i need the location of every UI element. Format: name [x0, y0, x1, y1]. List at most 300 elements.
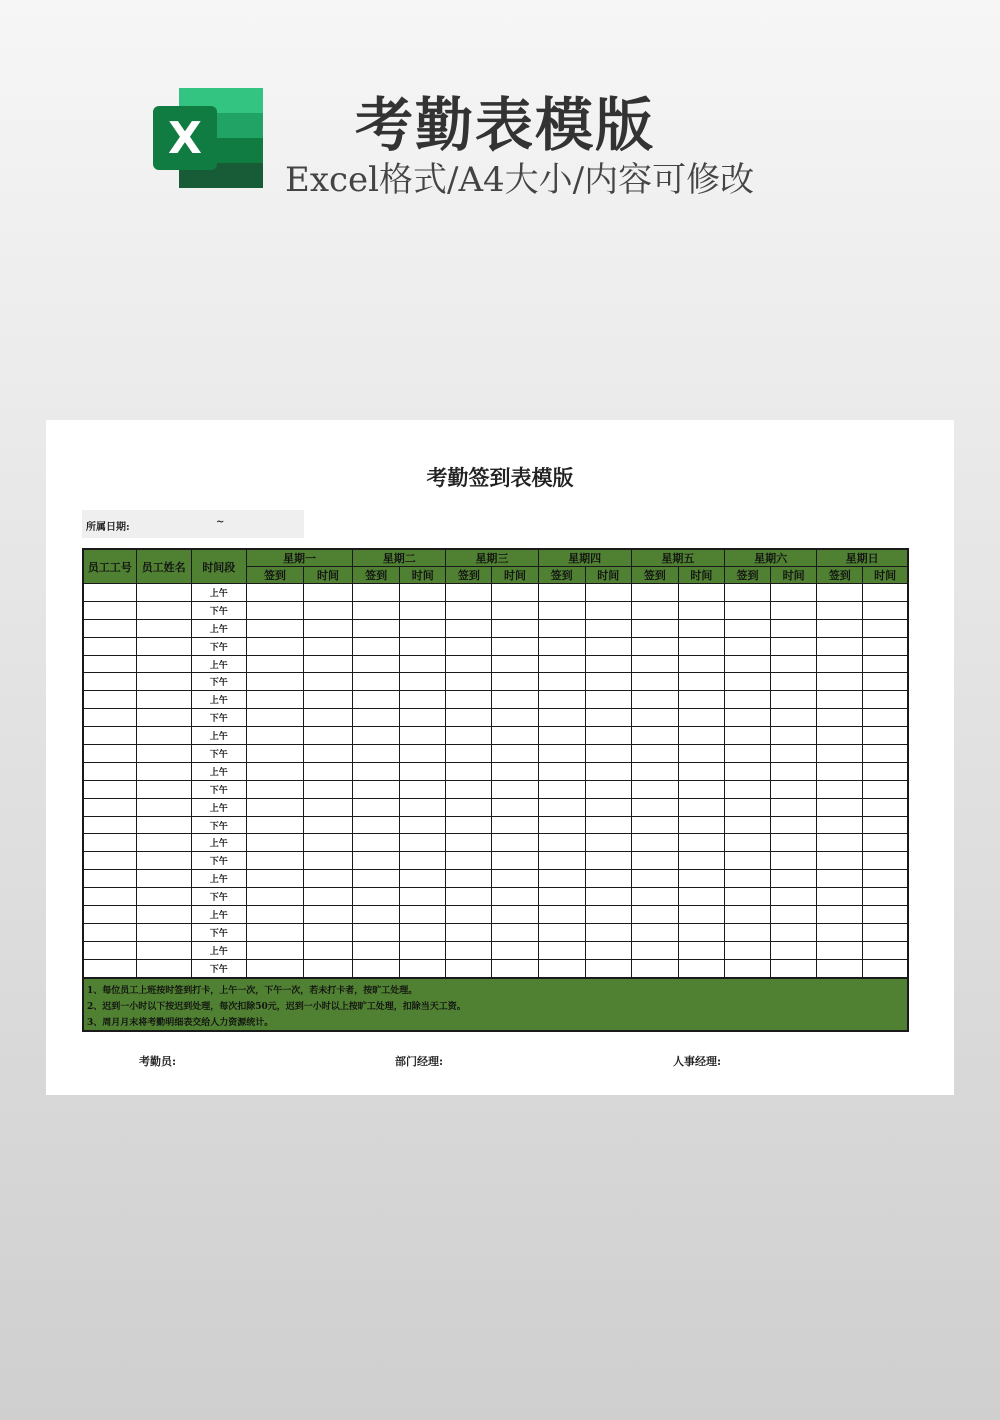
input-cell[interactable] — [631, 816, 678, 834]
input-cell[interactable] — [246, 798, 303, 816]
input-cell[interactable] — [538, 923, 585, 941]
input-cell[interactable] — [246, 816, 303, 834]
input-cell[interactable] — [863, 941, 908, 959]
input-cell[interactable] — [83, 816, 136, 834]
input-cell[interactable] — [585, 762, 631, 780]
input-cell[interactable] — [817, 637, 863, 655]
input-cell[interactable] — [817, 923, 863, 941]
input-cell[interactable] — [400, 834, 446, 852]
input-cell[interactable] — [83, 601, 136, 619]
input-cell[interactable] — [492, 870, 538, 888]
input-cell[interactable] — [492, 673, 538, 691]
input-cell[interactable] — [492, 852, 538, 870]
input-cell[interactable] — [492, 584, 538, 602]
input-cell[interactable] — [446, 762, 492, 780]
input-cell[interactable] — [446, 780, 492, 798]
input-cell[interactable] — [304, 852, 353, 870]
input-cell[interactable] — [83, 959, 136, 977]
input-cell[interactable] — [83, 745, 136, 763]
input-cell[interactable] — [400, 762, 446, 780]
date-range-field[interactable] — [82, 510, 304, 538]
input-cell[interactable] — [538, 745, 585, 763]
input-cell[interactable] — [492, 923, 538, 941]
input-cell[interactable] — [863, 709, 908, 727]
input-cell[interactable] — [353, 637, 400, 655]
input-cell[interactable] — [83, 619, 136, 637]
input-cell[interactable] — [136, 798, 191, 816]
input-cell[interactable] — [817, 727, 863, 745]
input-cell[interactable] — [136, 637, 191, 655]
input-cell[interactable] — [304, 619, 353, 637]
input-cell[interactable] — [304, 727, 353, 745]
input-cell[interactable] — [400, 852, 446, 870]
input-cell[interactable] — [863, 745, 908, 763]
input-cell[interactable] — [771, 637, 817, 655]
input-cell[interactable] — [724, 870, 770, 888]
input-cell[interactable] — [446, 673, 492, 691]
input-cell[interactable] — [585, 601, 631, 619]
input-cell[interactable] — [446, 709, 492, 727]
input-cell[interactable] — [83, 870, 136, 888]
input-cell[interactable] — [817, 691, 863, 709]
input-cell[interactable] — [631, 619, 678, 637]
input-cell[interactable] — [400, 691, 446, 709]
input-cell[interactable] — [771, 906, 817, 924]
input-cell[interactable] — [304, 762, 353, 780]
input-cell[interactable] — [863, 870, 908, 888]
input-cell[interactable] — [585, 852, 631, 870]
input-cell[interactable] — [353, 798, 400, 816]
input-cell[interactable] — [538, 906, 585, 924]
input-cell[interactable] — [771, 762, 817, 780]
input-cell[interactable] — [631, 637, 678, 655]
input-cell[interactable] — [353, 655, 400, 673]
input-cell[interactable] — [446, 584, 492, 602]
input-cell[interactable] — [446, 655, 492, 673]
input-cell[interactable] — [246, 888, 303, 906]
input-cell[interactable] — [585, 798, 631, 816]
input-cell[interactable] — [246, 709, 303, 727]
input-cell[interactable] — [538, 816, 585, 834]
input-cell[interactable] — [585, 691, 631, 709]
input-cell[interactable] — [400, 709, 446, 727]
input-cell[interactable] — [136, 941, 191, 959]
input-cell[interactable] — [817, 959, 863, 977]
input-cell[interactable] — [492, 834, 538, 852]
input-cell[interactable] — [631, 601, 678, 619]
input-cell[interactable] — [400, 637, 446, 655]
input-cell[interactable] — [246, 780, 303, 798]
input-cell[interactable] — [538, 941, 585, 959]
input-cell[interactable] — [863, 619, 908, 637]
input-cell[interactable] — [585, 816, 631, 834]
input-cell[interactable] — [585, 673, 631, 691]
input-cell[interactable] — [136, 601, 191, 619]
input-cell[interactable] — [631, 888, 678, 906]
input-cell[interactable] — [83, 906, 136, 924]
input-cell[interactable] — [631, 584, 678, 602]
input-cell[interactable] — [304, 584, 353, 602]
input-cell[interactable] — [771, 655, 817, 673]
input-cell[interactable] — [863, 923, 908, 941]
input-cell[interactable] — [492, 655, 538, 673]
input-cell[interactable] — [817, 655, 863, 673]
input-cell[interactable] — [863, 906, 908, 924]
input-cell[interactable] — [446, 691, 492, 709]
input-cell[interactable] — [136, 888, 191, 906]
input-cell[interactable] — [724, 816, 770, 834]
input-cell[interactable] — [246, 941, 303, 959]
input-cell[interactable] — [446, 906, 492, 924]
input-cell[interactable] — [136, 906, 191, 924]
input-cell[interactable] — [771, 780, 817, 798]
input-cell[interactable] — [136, 923, 191, 941]
input-cell[interactable] — [724, 691, 770, 709]
input-cell[interactable] — [678, 923, 724, 941]
input-cell[interactable] — [585, 870, 631, 888]
input-cell[interactable] — [538, 691, 585, 709]
input-cell[interactable] — [863, 852, 908, 870]
input-cell[interactable] — [724, 923, 770, 941]
input-cell[interactable] — [538, 655, 585, 673]
input-cell[interactable] — [83, 762, 136, 780]
input-cell[interactable] — [136, 709, 191, 727]
input-cell[interactable] — [724, 637, 770, 655]
input-cell[interactable] — [631, 906, 678, 924]
input-cell[interactable] — [446, 834, 492, 852]
input-cell[interactable] — [724, 941, 770, 959]
input-cell[interactable] — [585, 745, 631, 763]
input-cell[interactable] — [400, 673, 446, 691]
input-cell[interactable] — [400, 816, 446, 834]
input-cell[interactable] — [724, 852, 770, 870]
input-cell[interactable] — [678, 798, 724, 816]
input-cell[interactable] — [304, 780, 353, 798]
input-cell[interactable] — [585, 959, 631, 977]
input-cell[interactable] — [724, 834, 770, 852]
input-cell[interactable] — [246, 584, 303, 602]
input-cell[interactable] — [136, 655, 191, 673]
input-cell[interactable] — [631, 780, 678, 798]
input-cell[interactable] — [631, 959, 678, 977]
input-cell[interactable] — [353, 870, 400, 888]
input-cell[interactable] — [304, 923, 353, 941]
input-cell[interactable] — [304, 637, 353, 655]
input-cell[interactable] — [304, 834, 353, 852]
input-cell[interactable] — [863, 834, 908, 852]
input-cell[interactable] — [538, 852, 585, 870]
input-cell[interactable] — [863, 816, 908, 834]
input-cell[interactable] — [817, 709, 863, 727]
input-cell[interactable] — [400, 745, 446, 763]
input-cell[interactable] — [136, 834, 191, 852]
input-cell[interactable] — [304, 655, 353, 673]
input-cell[interactable] — [492, 745, 538, 763]
input-cell[interactable] — [817, 798, 863, 816]
input-cell[interactable] — [246, 745, 303, 763]
input-cell[interactable] — [863, 888, 908, 906]
input-cell[interactable] — [678, 780, 724, 798]
input-cell[interactable] — [771, 601, 817, 619]
input-cell[interactable] — [724, 584, 770, 602]
input-cell[interactable] — [817, 852, 863, 870]
input-cell[interactable] — [678, 816, 724, 834]
input-cell[interactable] — [492, 709, 538, 727]
input-cell[interactable] — [538, 673, 585, 691]
input-cell[interactable] — [492, 959, 538, 977]
input-cell[interactable] — [631, 834, 678, 852]
input-cell[interactable] — [724, 762, 770, 780]
input-cell[interactable] — [863, 601, 908, 619]
input-cell[interactable] — [585, 834, 631, 852]
input-cell[interactable] — [246, 923, 303, 941]
input-cell[interactable] — [136, 673, 191, 691]
input-cell[interactable] — [585, 941, 631, 959]
input-cell[interactable] — [353, 941, 400, 959]
input-cell[interactable] — [304, 691, 353, 709]
input-cell[interactable] — [538, 762, 585, 780]
input-cell[interactable] — [724, 673, 770, 691]
input-cell[interactable] — [678, 870, 724, 888]
input-cell[interactable] — [83, 691, 136, 709]
input-cell[interactable] — [538, 888, 585, 906]
input-cell[interactable] — [538, 780, 585, 798]
input-cell[interactable] — [400, 941, 446, 959]
input-cell[interactable] — [724, 619, 770, 637]
input-cell[interactable] — [585, 780, 631, 798]
input-cell[interactable] — [678, 959, 724, 977]
input-cell[interactable] — [678, 584, 724, 602]
input-cell[interactable] — [446, 601, 492, 619]
input-cell[interactable] — [678, 852, 724, 870]
input-cell[interactable] — [246, 762, 303, 780]
input-cell[interactable] — [631, 655, 678, 673]
input-cell[interactable] — [817, 673, 863, 691]
input-cell[interactable] — [817, 619, 863, 637]
input-cell[interactable] — [863, 727, 908, 745]
input-cell[interactable] — [136, 745, 191, 763]
input-cell[interactable] — [538, 870, 585, 888]
input-cell[interactable] — [678, 673, 724, 691]
input-cell[interactable] — [631, 852, 678, 870]
input-cell[interactable] — [400, 601, 446, 619]
input-cell[interactable] — [353, 852, 400, 870]
input-cell[interactable] — [446, 727, 492, 745]
input-cell[interactable] — [246, 727, 303, 745]
input-cell[interactable] — [863, 584, 908, 602]
input-cell[interactable] — [771, 691, 817, 709]
input-cell[interactable] — [585, 923, 631, 941]
input-cell[interactable] — [353, 959, 400, 977]
input-cell[interactable] — [83, 780, 136, 798]
input-cell[interactable] — [724, 727, 770, 745]
input-cell[interactable] — [538, 601, 585, 619]
input-cell[interactable] — [83, 798, 136, 816]
input-cell[interactable] — [136, 584, 191, 602]
input-cell[interactable] — [353, 619, 400, 637]
input-cell[interactable] — [817, 780, 863, 798]
input-cell[interactable] — [400, 619, 446, 637]
input-cell[interactable] — [585, 906, 631, 924]
input-cell[interactable] — [83, 941, 136, 959]
input-cell[interactable] — [353, 816, 400, 834]
input-cell[interactable] — [492, 727, 538, 745]
input-cell[interactable] — [863, 959, 908, 977]
input-cell[interactable] — [631, 727, 678, 745]
input-cell[interactable] — [400, 906, 446, 924]
input-cell[interactable] — [631, 673, 678, 691]
input-cell[interactable] — [246, 870, 303, 888]
input-cell[interactable] — [771, 834, 817, 852]
input-cell[interactable] — [724, 745, 770, 763]
input-cell[interactable] — [353, 673, 400, 691]
input-cell[interactable] — [817, 584, 863, 602]
input-cell[interactable] — [353, 601, 400, 619]
input-cell[interactable] — [631, 762, 678, 780]
input-cell[interactable] — [136, 762, 191, 780]
input-cell[interactable] — [585, 727, 631, 745]
input-cell[interactable] — [83, 655, 136, 673]
input-cell[interactable] — [246, 834, 303, 852]
input-cell[interactable] — [83, 834, 136, 852]
input-cell[interactable] — [538, 709, 585, 727]
input-cell[interactable] — [817, 870, 863, 888]
input-cell[interactable] — [304, 673, 353, 691]
input-cell[interactable] — [863, 655, 908, 673]
input-cell[interactable] — [304, 959, 353, 977]
input-cell[interactable] — [631, 941, 678, 959]
input-cell[interactable] — [353, 691, 400, 709]
input-cell[interactable] — [771, 941, 817, 959]
input-cell[interactable] — [492, 691, 538, 709]
input-cell[interactable] — [446, 888, 492, 906]
input-cell[interactable] — [246, 906, 303, 924]
input-cell[interactable] — [538, 959, 585, 977]
input-cell[interactable] — [817, 906, 863, 924]
input-cell[interactable] — [136, 691, 191, 709]
input-cell[interactable] — [400, 959, 446, 977]
input-cell[interactable] — [863, 780, 908, 798]
input-cell[interactable] — [400, 584, 446, 602]
input-cell[interactable] — [353, 709, 400, 727]
input-cell[interactable] — [538, 637, 585, 655]
input-cell[interactable] — [492, 816, 538, 834]
input-cell[interactable] — [585, 584, 631, 602]
input-cell[interactable] — [353, 888, 400, 906]
input-cell[interactable] — [585, 888, 631, 906]
input-cell[interactable] — [771, 852, 817, 870]
input-cell[interactable] — [678, 655, 724, 673]
input-cell[interactable] — [304, 906, 353, 924]
input-cell[interactable] — [817, 745, 863, 763]
input-cell[interactable] — [353, 906, 400, 924]
input-cell[interactable] — [771, 870, 817, 888]
input-cell[interactable] — [817, 941, 863, 959]
input-cell[interactable] — [771, 959, 817, 977]
input-cell[interactable] — [817, 762, 863, 780]
input-cell[interactable] — [446, 959, 492, 977]
input-cell[interactable] — [492, 601, 538, 619]
input-cell[interactable] — [400, 655, 446, 673]
input-cell[interactable] — [863, 798, 908, 816]
input-cell[interactable] — [724, 888, 770, 906]
input-cell[interactable] — [83, 673, 136, 691]
input-cell[interactable] — [492, 762, 538, 780]
input-cell[interactable] — [724, 709, 770, 727]
input-cell[interactable] — [817, 601, 863, 619]
input-cell[interactable] — [83, 709, 136, 727]
input-cell[interactable] — [446, 941, 492, 959]
input-cell[interactable] — [83, 888, 136, 906]
input-cell[interactable] — [724, 959, 770, 977]
input-cell[interactable] — [771, 798, 817, 816]
input-cell[interactable] — [724, 906, 770, 924]
input-cell[interactable] — [353, 780, 400, 798]
input-cell[interactable] — [304, 816, 353, 834]
input-cell[interactable] — [678, 709, 724, 727]
input-cell[interactable] — [538, 619, 585, 637]
input-cell[interactable] — [304, 941, 353, 959]
input-cell[interactable] — [136, 619, 191, 637]
input-cell[interactable] — [678, 601, 724, 619]
input-cell[interactable] — [446, 923, 492, 941]
input-cell[interactable] — [400, 870, 446, 888]
input-cell[interactable] — [771, 709, 817, 727]
input-cell[interactable] — [446, 619, 492, 637]
input-cell[interactable] — [771, 923, 817, 941]
input-cell[interactable] — [246, 619, 303, 637]
input-cell[interactable] — [817, 888, 863, 906]
input-cell[interactable] — [446, 870, 492, 888]
input-cell[interactable] — [492, 619, 538, 637]
input-cell[interactable] — [246, 852, 303, 870]
input-cell[interactable] — [83, 727, 136, 745]
input-cell[interactable] — [246, 655, 303, 673]
input-cell[interactable] — [136, 727, 191, 745]
input-cell[interactable] — [492, 888, 538, 906]
input-cell[interactable] — [771, 816, 817, 834]
input-cell[interactable] — [246, 673, 303, 691]
input-cell[interactable] — [353, 727, 400, 745]
input-cell[interactable] — [353, 834, 400, 852]
input-cell[interactable] — [631, 798, 678, 816]
input-cell[interactable] — [246, 691, 303, 709]
input-cell[interactable] — [136, 780, 191, 798]
input-cell[interactable] — [678, 691, 724, 709]
input-cell[interactable] — [771, 673, 817, 691]
input-cell[interactable] — [353, 762, 400, 780]
input-cell[interactable] — [83, 923, 136, 941]
input-cell[interactable] — [136, 852, 191, 870]
input-cell[interactable] — [246, 601, 303, 619]
input-cell[interactable] — [863, 673, 908, 691]
input-cell[interactable] — [724, 780, 770, 798]
input-cell[interactable] — [400, 798, 446, 816]
input-cell[interactable] — [863, 762, 908, 780]
input-cell[interactable] — [136, 816, 191, 834]
input-cell[interactable] — [863, 691, 908, 709]
input-cell[interactable] — [678, 762, 724, 780]
input-cell[interactable] — [585, 655, 631, 673]
input-cell[interactable] — [83, 584, 136, 602]
input-cell[interactable] — [400, 923, 446, 941]
input-cell[interactable] — [353, 745, 400, 763]
input-cell[interactable] — [538, 798, 585, 816]
input-cell[interactable] — [771, 619, 817, 637]
input-cell[interactable] — [400, 888, 446, 906]
input-cell[interactable] — [678, 637, 724, 655]
input-cell[interactable] — [136, 959, 191, 977]
